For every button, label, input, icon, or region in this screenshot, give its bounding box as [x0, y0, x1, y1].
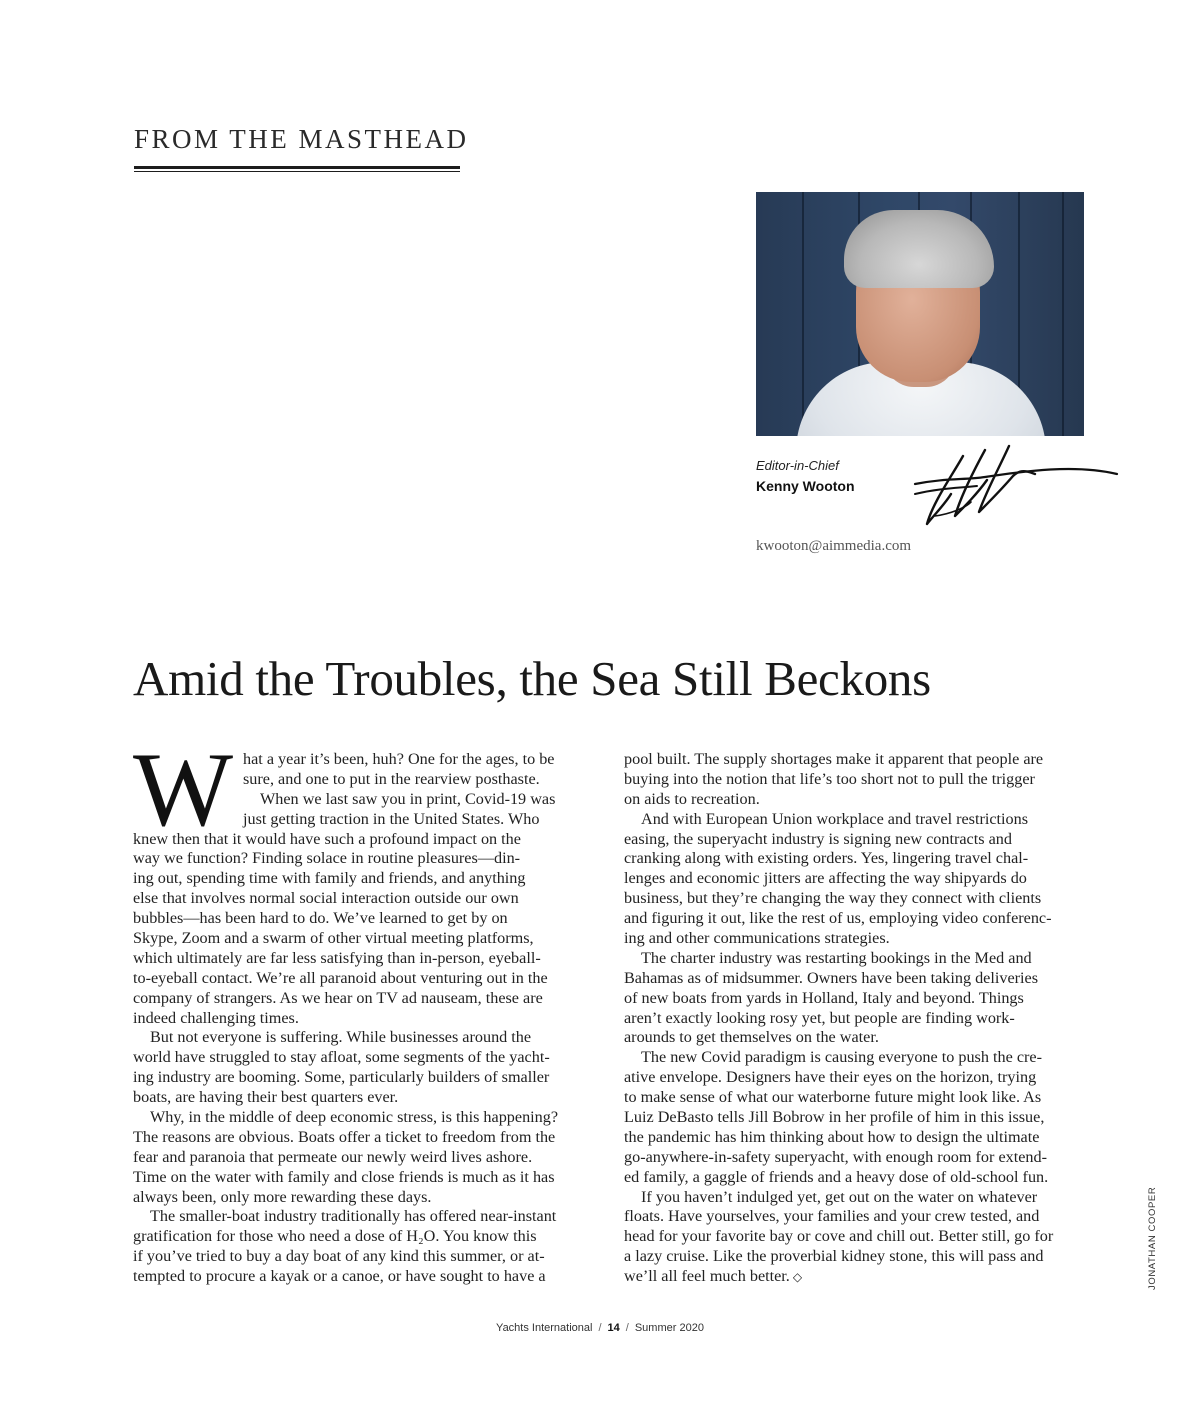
- body-line: And with European Union workplace and travel restrictions: [641, 809, 1029, 828]
- body-line: buying into the notion that life’s too short not to pull the trigger: [624, 769, 1035, 788]
- body-line: world have struggled to stay afloat, some segments of the yacht-: [133, 1048, 550, 1067]
- editor-email[interactable]: kwooton@aimmedia.com: [756, 538, 912, 554]
- body-line: else that involves normal social interaction outside our own: [133, 889, 519, 908]
- footer-separator: /: [625, 1322, 629, 1334]
- body-line: Bahamas as of midsummer. Owners have been taking deliveries: [624, 968, 1039, 987]
- body-line: Luiz DeBasto tells Jill Bobrow in her profile of him in this issue,: [624, 1108, 1045, 1127]
- body-line: floats. Have yourselves, your families and your crew tested, and: [624, 1207, 1040, 1226]
- body-line: company of strangers. As we hear on TV ad nauseam, these are: [133, 988, 543, 1007]
- body-line: pool built. The supply shortages make it apparent that people are: [624, 750, 1044, 768]
- body-line: sure, and one to put in the rearview posthaste.: [243, 769, 540, 788]
- body-line: Skype, Zoom and a swarm of other virtual meeting platforms,: [133, 929, 534, 948]
- article-column-right: [624, 750, 1082, 1287]
- body-line: to make sense of what our waterborne future might look like. As: [624, 1088, 1042, 1107]
- section-title: FROM THE MASTHEAD: [134, 124, 469, 154]
- body-line: bubbles—has been hard to do. We’ve learned to get by on: [133, 909, 508, 928]
- body-line: aren’t exactly looking rosy yet, but people are finding work-: [624, 1008, 1015, 1027]
- body-line: boats, are having their best quarters ever.: [133, 1088, 399, 1107]
- body-line: The smaller-boat industry traditionally has offered near-instant: [150, 1207, 557, 1226]
- body-line: Why, in the middle of deep economic stress, is this happening?: [150, 1108, 559, 1127]
- body-line: and figuring it out, like the rest of us, employing video conferenc-: [624, 909, 1052, 928]
- drop-cap: W: [133, 731, 234, 848]
- body-line: on aids to recreation.: [624, 789, 760, 808]
- body-line: a lazy cruise. Like the proverbial kidney stone, this will pass and: [624, 1247, 1044, 1266]
- body-line: When we last saw you in print, Covid-19 was: [260, 789, 556, 808]
- body-line: just getting traction in the United States. Who: [243, 809, 540, 828]
- body-line: tempted to procure a kayak or a canoe, or have sought to have a: [133, 1267, 546, 1286]
- body-line: of new boats from yards in Holland, Italy and beyond. Things: [624, 988, 1024, 1007]
- body-line: arounds to get themselves on the water.: [624, 1028, 879, 1047]
- end-mark-icon: ◇: [792, 1270, 803, 1285]
- body-line: fear and paranoia that permeate our newly weird lives ashore.: [133, 1147, 533, 1166]
- body-line: The charter industry was restarting bookings in the Med and: [641, 948, 1032, 967]
- footer-issue: Summer 2020: [634, 1322, 704, 1334]
- body-line: The reasons are obvious. Boats offer a ticket to freedom from the: [133, 1127, 556, 1146]
- body-line: But not everyone is suffering. While businesses around the: [150, 1028, 532, 1047]
- section-rule-thick: [134, 166, 460, 169]
- body-line: head for your favorite bay or cove and chill out. Better still, go for: [624, 1227, 1054, 1246]
- body-line: lenges and economic jitters are affecting the way shipyards do: [624, 869, 1027, 888]
- body-line-last: [624, 1267, 1082, 1287]
- section-rule-thin: [134, 171, 460, 172]
- footer-publication: Yachts International: [496, 1322, 593, 1334]
- body-line: indeed challenging times.: [133, 1008, 299, 1027]
- body-line: to-eyeball contact. We’re all paranoid about venturing out in the: [133, 968, 548, 987]
- body-line: The new Covid paradigm is causing everyone to push the cre-: [641, 1048, 1042, 1067]
- body-line: easing, the superyacht industry is signing new contracts and: [624, 829, 1012, 848]
- body-line: business, but they’re changing the way they connect with clients: [624, 889, 1042, 908]
- body-line: hat a year it’s been, huh? One for the ages, to be: [243, 750, 555, 768]
- editor-signature: [905, 444, 1120, 530]
- footer-separator: /: [598, 1322, 602, 1334]
- body-line-last-text: we’ll all feel much better.: [624, 1267, 790, 1286]
- body-line: the pandemic has him thinking about how to design the ultimate: [624, 1127, 1040, 1146]
- footer-page-number: 14: [607, 1322, 620, 1334]
- body-line: gratification for those who need a dose of H₂O. You know this: [133, 1227, 537, 1246]
- article-column-left: [133, 750, 591, 1287]
- body-line: ed family, a gaggle of friends and a heavy dose of old-school fun.: [624, 1167, 1049, 1186]
- photo-credit: JONATHAN COOPER: [1147, 1186, 1158, 1290]
- page-footer: [0, 1322, 1200, 1334]
- editor-role: Editor-in-Chief: [756, 458, 839, 473]
- body-line: which ultimately are far less satisfying than in-person, eyeball-: [133, 948, 541, 967]
- body-line: ing and other communications strategies.: [624, 929, 890, 948]
- body-line: go-anywhere-in-safety superyacht, with enough room for extend-: [624, 1147, 1047, 1166]
- body-line: if you’ve tried to buy a day boat of any kind this summer, or at-: [133, 1247, 545, 1266]
- editor-portrait: [756, 192, 1084, 436]
- editor-name: Kenny Wooton: [756, 478, 855, 494]
- body-line: ing out, spending time with family and friends, and anything: [133, 869, 526, 888]
- body-line: always been, only more rewarding these days.: [133, 1187, 432, 1206]
- body-line: ative envelope. Designers have their eyes on the horizon, trying: [624, 1068, 1037, 1087]
- body-line: cranking along with existing orders. Yes, lingering travel chal-: [624, 849, 1029, 868]
- article-headline: Amid the Troubles, the Sea Still Beckons: [133, 651, 931, 706]
- body-line: Time on the water with family and close friends is much as it has: [133, 1167, 555, 1186]
- body-line: If you haven’t indulged yet, get out on the water on whatever: [641, 1187, 1038, 1206]
- body-line: knew then that it would have such a profound impact on the: [133, 829, 521, 848]
- body-line: ing industry are booming. Some, particularly builders of smaller: [133, 1068, 550, 1087]
- body-line: way we function? Finding solace in routine pleasures—din-: [133, 849, 521, 868]
